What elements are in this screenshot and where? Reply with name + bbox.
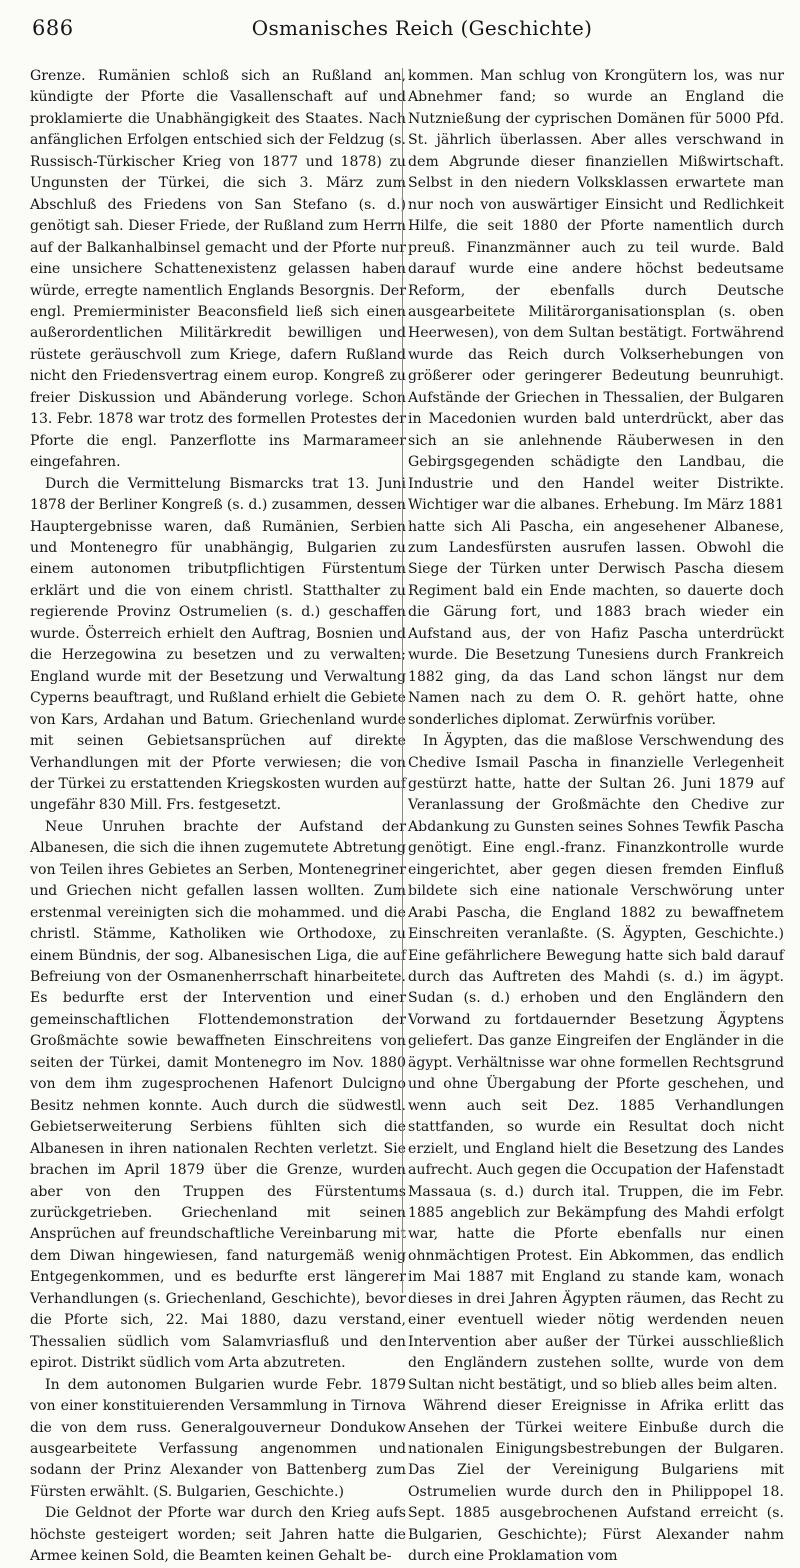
left-column bbox=[30, 66, 406, 1568]
page-number: 686 bbox=[32, 16, 74, 40]
page-header bbox=[32, 10, 782, 46]
paragraph: Neue Unruhen brachte der Aufstand der Albanesen, die sich die ihnen zugemutete Abtretung von Teilen ihres Gebietes an Serben, Montenegriner und Griechen nicht gefallen lassen wollten. Zum erstenmal vereinigten sich die mohammed. und die christl. Stämme, Katholiken wie Orthodoxe, zu einem Bündnis, der sog. Albanesischen Liga, die auf Befreiung von der Osmanenherrschaft hinarbeitete. Es bedurfte erst der Intervention und einer gemeinschaftlichen Flottendemonstration der Großmächte sowie bewaffneten Einschreitens von seiten der Türkei, damit Montenegro im Nov. 1880 von dem ihm zugesprochenen Hafenort Dulcigno Besitz nehmen konnte. Auch durch die südwestl. Gebietserweiterung Serbiens fühlten sich die Albanesen in ihren nationalen Rechten verletzt. Sie brachen im April 1879 über die Grenze, wurden aber von den Truppen des Fürstentums zurückgetrieben. Griechenland mit seinen Ansprüchen auf freundschaftliche Vereinbarung mit dem Diwan hingewiesen, fand naturgemäß wenig Entgegenkommen, und es bedurfte erst längerer Verhandlungen (s. Griechenland, Geschichte), bevor die Pforte sich, 22. Mai 1880, dazu verstand, Thessalien südlich vom Salamvriasfluß und den epirot. Distrikt südlich vom Arta abzutreten. bbox=[30, 818, 406, 1372]
paragraph: Die Geldnot der Pforte war durch den Krieg aufs höchste gesteigert worden; seit Jahren hatte die Armee keinen Sold, die Beamten keinen Gehalt be- bbox=[30, 1505, 406, 1565]
paragraph: kommen. Man schlug von Krongütern los, was nur Abnehmer fand; so wurde an England die Nutznießung der cyprischen Domänen für 5000 Pfd. St. jährlich überlassen. Aber alles verschwand in dem Abgrunde dieser finanziellen Mißwirtschaft. Selbst in den niedern Volksklassen erwartete man nur noch von auswärtiger Einsicht und Redlichkeit Hilfe, die seit 1880 der Pforte namentlich durch preuß. Finanzmänner auch zu teil wurde. Bald darauf wurde eine andere höchst bedeutsame Reform, der ebenfalls durch Deutsche ausgearbeitete Militärorganisationsplan (s. oben Heerwesen), von dem Sultan bestätigt. Fortwährend wurde das Reich durch Volkserhebungen von größerer oder geringerer Bedeutung beunruhigt. Aufstände der Griechen in Thessalien, der Bulgaren in Macedonien wurden bald unterdrückt, aber das sich an sie anlehnende Räuberwesen in den Gebirgsgegenden schädigte den Landbau, die Industrie und den Handel weiter Distrikte. Wichtiger war die albanes. Erhebung. Im März 1881 hatte sich Ali Pascha, ein angesehener Albanese, zum Landesfürsten ausrufen lassen. Obwohl die Siege der Türken unter Derwisch Pascha diesem Regiment bald ein Ende machten, so dauerte doch die Gärung fort, und 1883 brach wieder ein Aufstand aus, der von Hafiz Pascha unterdrückt wurde. Die Besetzung Tunesiens durch Frankreich 1882 ging, da das Land schon längst nur dem Namen nach zu dem O. R. gehört hatte, ohne sonderliches diplomat. Zerwürfnis vorüber. bbox=[408, 68, 784, 728]
paragraph: In dem autonomen Bulgarien wurde Febr. 1879 von einer konstituierenden Versammlung in Tirnova die von dem russ. Generalgouverneur Dondukow ausgearbeitete Verfassung angenommen und sodann der Prinz Alexander von Battenberg zum Fürsten erwählt. (S. Bulgarien, Geschichte.) bbox=[30, 1376, 406, 1500]
column-divider bbox=[402, 68, 403, 1293]
page-title: Osmanisches Reich (Geschichte) bbox=[251, 16, 593, 40]
paragraph: In Ägypten, das die maßlose Verschwendung des Chedive Ismail Pascha in finanzielle Verlegenheit gestürzt hatte, hatte der Sultan 26. Juni 1879 auf Veranlassung der Großmächte den Chedive zur Abdankung zu Gunsten seines Sohnes Tewfik Pascha genötigt. Eine engl.-franz. Finanzkontrolle wurde eingerichtet, aber gegen diesen fremden Einfluß bildete sich eine nationale Verschwörung unter Arabi Pascha, die England 1882 zu bewaffnetem Einschreiten veranlaßte. (S. Ägypten, Geschichte.) Eine gefährlichere Bewegung hatte sich bald darauf durch das Auftreten des Mahdi (s. d.) im ägypt. Sudan (s. d.) erhoben und den Engländern den Vorwand zu fortdauernder Besetzung Ägyptens geliefert. Das ganze Eingreifen der Engländer in die ägypt. Verhältnisse war ohne formellen Rechtsgrund und ohne Übergabung der Pforte geschehen, und wenn auch seit Dez. 1885 Verhandlungen stattfanden, so wurde ein Resultat doch nicht erzielt, und England hielt die Besetzung des Landes aufrecht. Auch gegen die Occupation der Hafenstadt Massaua (s. d.) durch ital. Truppen, die im Febr. 1885 angeblich zur Bekämpfung des Mahdi erfolgt war, hatte die Pforte ebenfalls nur einen ohnmächtigen Protest. Ein Abkommen, das endlich im Mai 1887 mit England zu stande kam, wonach dieses in drei Jahren Ägypten räumen, das Recht zu einer eventuell wieder nötig werdenden neuen Intervention aber außer der Türkei ausschließlich den Engländern zustehen sollte, wurde von dem Sultan nicht bestätigt, und so blieb alles beim alten. bbox=[408, 733, 784, 1393]
right-column bbox=[408, 66, 784, 1568]
paragraph: Durch die Vermittelung Bismarcks trat 13. Juni 1878 der Berliner Kongreß (s. d.) zusammen, dessen Hauptergebnisse waren, daß Rumänien, Serbien und Montenegro für unabhängig, Bulgarien zu einem autonomen tributpflichtigen Fürstentum erklärt und die von einem christl. Statthalter zu regierende Provinz Ostrumelien (s. d.) geschaffen wurde. Österreich erhielt den Auftrag, Bosnien und die Herzegowina zu besetzen und zu verwalten; England wurde mit der Besetzung und Verwaltung Cyperns beauftragt, und Rußland erhielt die Gebiete von Kars, Ardahan und Batum. Griechenland wurde mit seinen Gebietsansprüchen auf direkte Verhandlungen mit der Pforte verwiesen; die von der Türkei zu erstattenden Kriegskosten wurden auf ungefähr 830 Mill. Frs. festgesetzt. bbox=[30, 475, 406, 814]
paragraph: Während dieser Ereignisse in Afrika erlitt das Ansehen der Türkei weitere Einbuße durch die nationalen Einigungsbestrebungen der Bulgaren. Das Ziel der Vereinigung Bulgariens mit Ostrumelien wurde durch den in Philippopel 18. Sept. 1885 ausgebrochenen Aufstand erreicht (s. Bulgarien, Geschichte); Fürst Alexander nahm durch eine Proklamation vom bbox=[408, 1398, 784, 1565]
paragraph: Grenze. Rumänien schloß sich an Rußland an, kündigte der Pforte die Vasallenschaft auf und proklamierte die Unabhängigkeit des Staates. Nach anfänglichen Erfolgen entschied sich der Feldzug (s. Russisch-Türkischer Krieg von 1877 und 1878) zu Ungunsten der Türkei, die sich 3. März zum Abschluß des Friedens von San Stefano (s. d.) genötigt sah. Dieser Friede, der Rußland zum Herrn auf der Balkanhalbinsel gemacht und der Pforte nur eine unsichere Schattenexistenz gelassen haben würde, erregte namentlich Englands Besorgnis. Der engl. Premierminister Beaconsfield ließ sich einen außerordentlichen Militärkredit bewilligen und rüstete geräuschvoll zum Kriege, dafern Rußland nicht den Friedensvertrag einem europ. Kongreß zu freier Diskussion und Abänderung vorlege. Schon 13. Febr. 1878 war trotz des formellen Protestes der Pforte die engl. Panzerflotte ins Marmarameer eingefahren. bbox=[30, 68, 406, 471]
